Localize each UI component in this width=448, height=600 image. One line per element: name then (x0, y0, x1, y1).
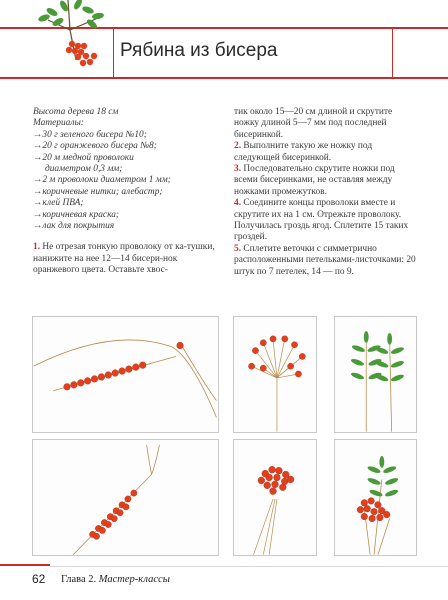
step-5-text: Сплетите веточки с симметрично расположенными петельками-листочками: 20 штук по 7 петелек, 14 — по 9. (234, 243, 416, 277)
materials-item: →коричневая краска; (33, 209, 120, 220)
materials-list (33, 130, 218, 233)
materials-item: диаметром 0,3 мм; (45, 164, 123, 175)
footer-rule (50, 566, 448, 567)
left-text-column (33, 107, 218, 277)
photo-beads-on-wire (32, 316, 219, 433)
footer-accent-rule (0, 564, 50, 566)
tree-height: Высота дерева 18 см (33, 107, 119, 117)
step-3-text: Последовательно скрутите ножки под всеми бисеринками, не оставляя между ножками промежутков. (234, 164, 395, 197)
page-title: Рябина из бисера (120, 40, 278, 61)
materials-item: →20 м медной проволоки (33, 152, 134, 163)
step-3-number: 3. (234, 164, 242, 175)
step-2 (234, 141, 418, 164)
photo-leaf-twigs (334, 316, 417, 433)
materials-item: →лак для покрытия (33, 221, 115, 232)
step-1-continuation: тик около 15—20 см длиной и скрутите ножку длиной 5—7 мм под последней бисеринкой. (234, 107, 393, 140)
step-2-text: Выполните такую же ножку под следующей бисеринкой. (234, 141, 373, 163)
page-number: 62 (32, 572, 46, 586)
chapter-title: Мастер-классы (98, 574, 170, 585)
step-4-text: Соедините концы проволоки вместе и скрутите их на 1 см. Отрежьте проволоку. Получилась гроздь ягод. Сплетите 15 таких гроздей. (234, 198, 409, 243)
step-4-number: 4. (234, 198, 242, 209)
step-2-number: 2. (234, 141, 242, 152)
chapter-label: Глава 2. (61, 574, 97, 585)
materials-item: →коричневые нитки; алебастр; (33, 186, 163, 197)
rowan-branch-image (28, 0, 114, 82)
step-3 (234, 164, 418, 198)
photo-twisted-wire (32, 439, 219, 556)
materials-item: →клей ПВА; (33, 198, 84, 209)
step-5-number: 5. (234, 243, 242, 254)
chapter-running-head (61, 574, 170, 585)
step-1-number: 1. (33, 242, 41, 253)
materials-label: Материалы: (33, 118, 84, 129)
step-5 (234, 244, 418, 278)
photo-berry-cluster (233, 316, 317, 433)
step-1-text: Не отрезая тонкую проволоку от ка-тушки, нанижите на нее 12—14 бисери-нок оранжевого цвета. Оставьте хвос- (33, 242, 215, 276)
materials-item: →2 м проволоки диаметром 1 мм; (33, 175, 171, 186)
right-text-column (234, 107, 418, 278)
step-1-part-1 (33, 242, 218, 276)
photo-leaves-with-berries (334, 439, 417, 556)
photo-berry-bunch (233, 439, 317, 556)
materials-item: →20 г оранжевого бисера №8; (33, 141, 157, 152)
step-4 (234, 198, 418, 244)
materials-item: →30 г зеленого бисера №10; (33, 129, 147, 140)
